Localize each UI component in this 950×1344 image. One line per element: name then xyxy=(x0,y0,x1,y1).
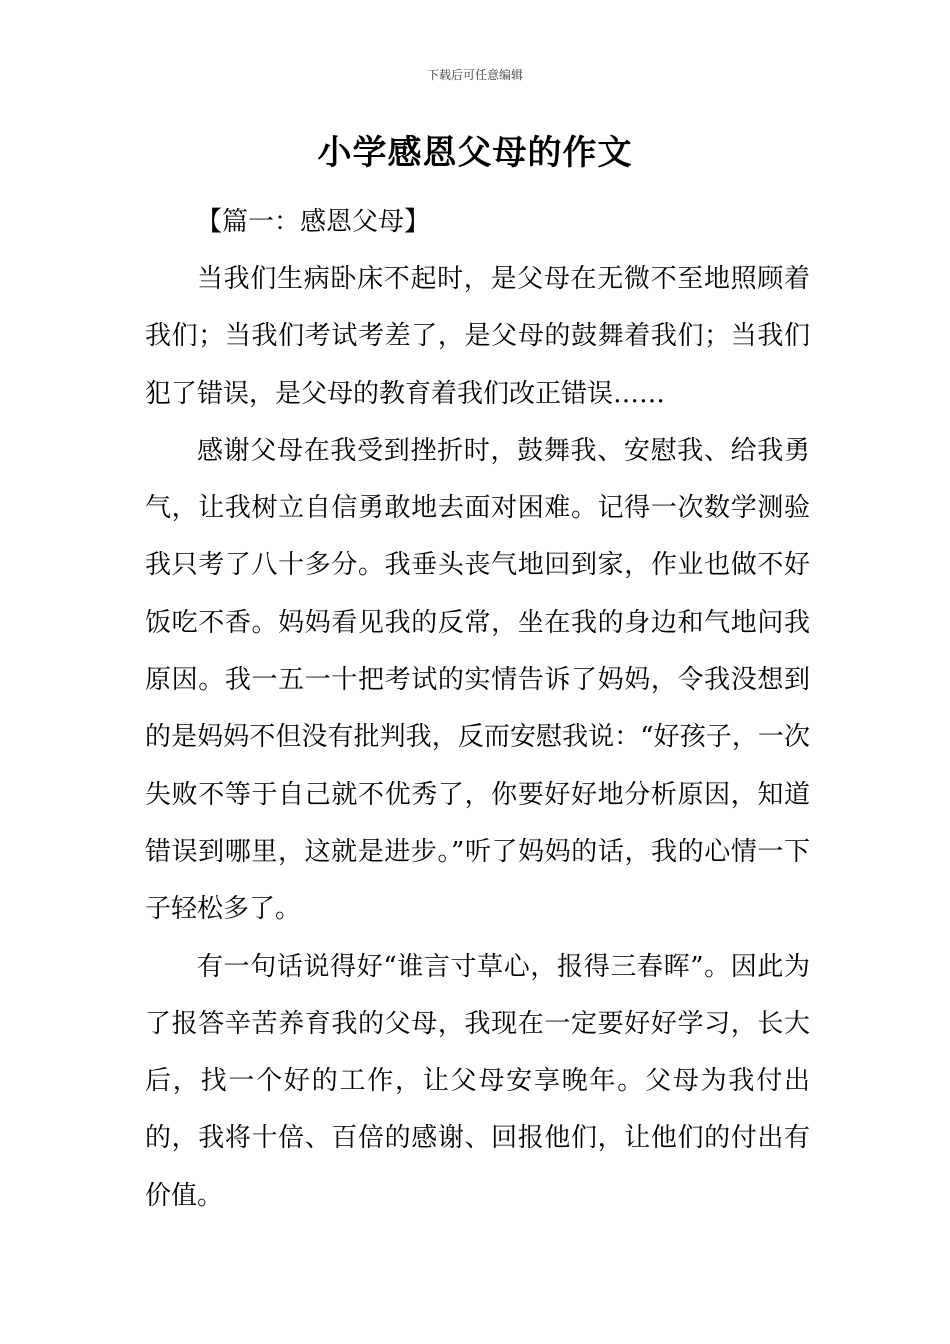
paragraph-1: 当我们生病卧床不起时，是父母在无微不至地照顾着我们；当我们考试考差了，是父母的鼓舞着我们；当我们犯了错误，是父母的教育着我们改正错误…… xyxy=(145,264,810,409)
paragraph-3: 有一句话说得好“谁言寸草心，报得三春晖”。因此为了报答辛苦养育我的父母，我现在一定要好好学习，长大后，找一个好的工作，让父母安享晚年。父母为我付出的，我将十倍、百倍的感谢、回报他们，让他们的付出有价值。 xyxy=(145,951,810,1211)
header-note: 下载后可任意编辑 xyxy=(426,68,523,82)
document-title: 小学感恩父母的作文 xyxy=(317,133,633,173)
essay-body xyxy=(145,251,810,1225)
section-heading: 【篇一：感恩父母】 xyxy=(196,207,431,237)
paragraph-2: 感谢父母在我受到挫折时，鼓舞我、安慰我、给我勇气，让我树立自信勇敢地去面对困难。记得一次数学测验我只考了八十多分。我垂头丧气地回到家，作业也做不好饭吃不香。妈妈看见我的反常，坐在我的身边和气地问我原因。我一五一十把考试的实情告诉了妈妈，令我没想到的是妈妈不但没有批判我，反而安慰我说：“好孩子，一次失败不等于自己就不优秀了，你要好好地分析原因，知道错误到哪里，这就是进步。”听了妈妈的话，我的心情一下子轻松多了。 xyxy=(145,435,810,925)
